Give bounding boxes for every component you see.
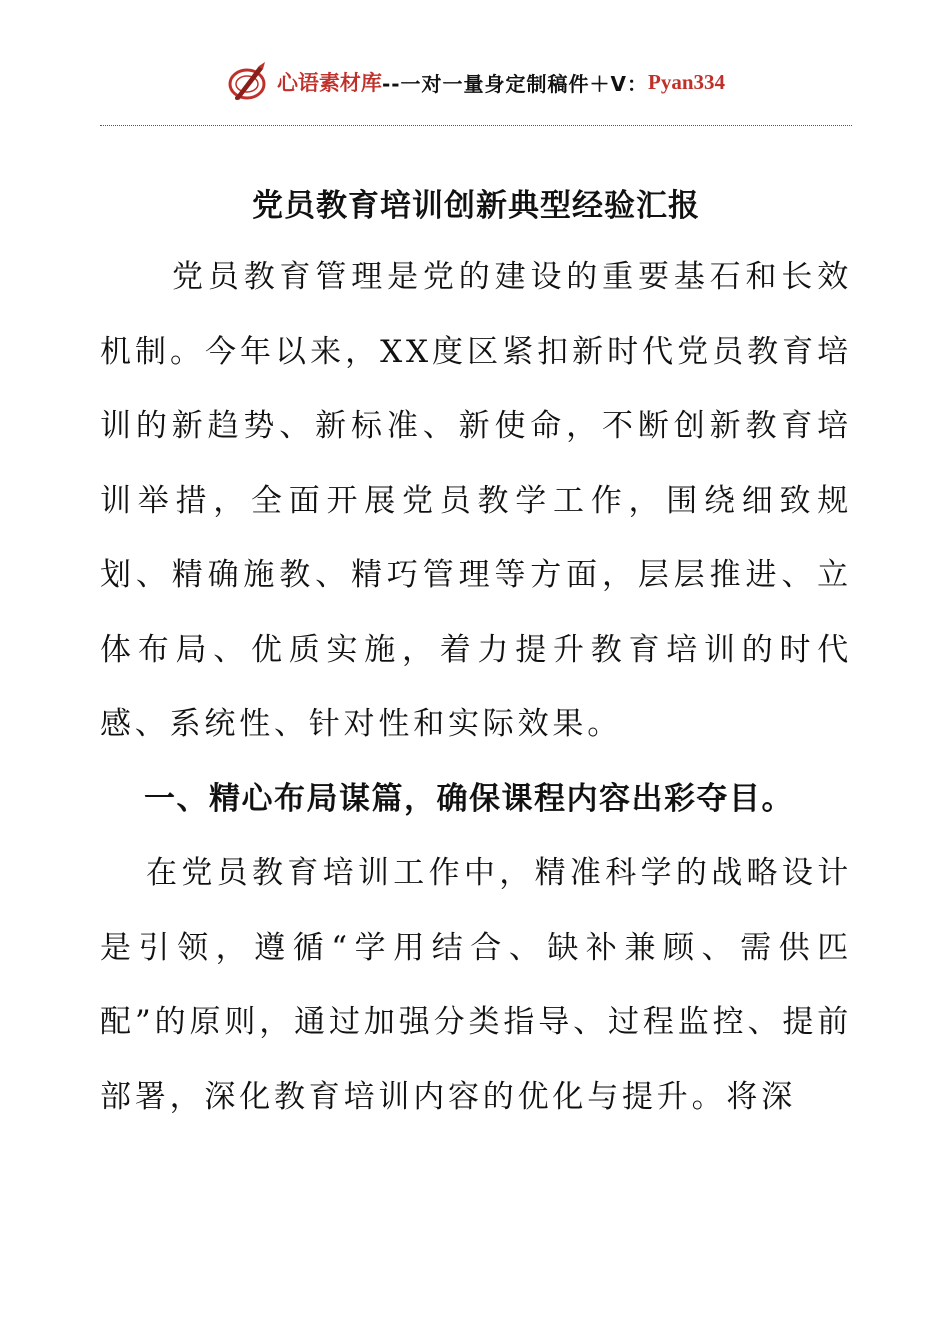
contact-id: Pyan334 [648, 69, 726, 94]
body-paragraph-1: 党员教育管理是党的建设的重要基石和长效机制。今年以来，XX度区紧扣新时代党员教育培训的新趋势、新标准、新使命，不断创新教育培训举措，全面开展党员教学工作，围绕细致规划、精确施教、精巧管理等方面，层层推进、立体布局、优质实施，着力提升教育培训的时代感、系统性、针对性和实际效果。 [100, 259, 852, 742]
page-header [100, 58, 850, 106]
section-heading-1: 一、精心布局谋篇，确保课程内容出彩夺目。 [144, 780, 794, 817]
document-title: 党员教育培训创新典型经验汇报 [252, 188, 700, 224]
quill-pen-logo-icon [225, 60, 269, 104]
body-paragraph-2: 在党员教育培训工作中，精准科学的战略设计是引领，遵循“学用结合、缺补兼顾、需供匹配”的原则，通过加强分类指导、过程监控、提前部署，深化教育培训内容的优化与提升。将深 [100, 855, 852, 1115]
brand-name: 心语素材库 [276, 70, 382, 95]
document-body [100, 240, 852, 1134]
header-slogan: --一对一量身定制稿件＋V： [381, 71, 649, 96]
header-divider [100, 125, 852, 126]
